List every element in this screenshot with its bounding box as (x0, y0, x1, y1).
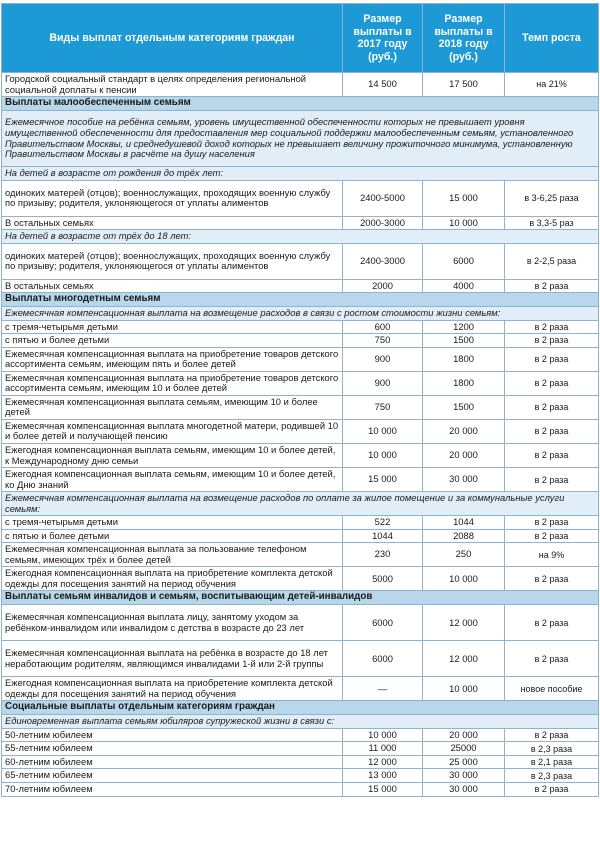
value-2018: 10 000 (423, 216, 505, 230)
row-label: В остальных семьях (2, 216, 343, 230)
value-2017: 6000 (343, 641, 423, 677)
value-2017: 14 500 (343, 73, 423, 97)
row-label: одиноких матерей (отцов); военнослужащих, проходящих военную службу по призыву; родителя, уклоняющегося от уплаты алиментов (2, 180, 343, 216)
value-2018: 10 000 (423, 677, 505, 701)
row-label: Ежемесячная компенсационная выплата семьям, имеющим 10 и более детей (2, 395, 343, 419)
section-header (2, 701, 599, 715)
row-label: 55-летним юбилеем (2, 742, 343, 756)
growth-rate: на 9% (505, 543, 599, 567)
row-label: 65-летним юбилеем (2, 769, 343, 783)
value-2017: 5000 (343, 567, 423, 591)
growth-rate: в 2 раза (505, 728, 599, 742)
subheader-row (2, 111, 599, 167)
growth-rate: в 2 раза (505, 641, 599, 677)
subheader-row (2, 167, 599, 181)
value-2017: 13 000 (343, 769, 423, 783)
value-2017: 230 (343, 543, 423, 567)
value-2017: 10 000 (343, 728, 423, 742)
growth-rate: в 2 раза (505, 419, 599, 443)
value-2018: 25000 (423, 742, 505, 756)
growth-rate: в 2 раза (505, 468, 599, 492)
subheader-row (2, 230, 599, 244)
value-2017: — (343, 677, 423, 701)
value-2017: 2000 (343, 279, 423, 293)
section-header (2, 97, 599, 111)
payments-table (1, 3, 599, 797)
table-row (2, 641, 599, 677)
growth-rate: в 2 раза (505, 279, 599, 293)
growth-rate: в 2,1 раза (505, 755, 599, 769)
row-label: В остальных семьях (2, 279, 343, 293)
value-2018: 4000 (423, 279, 505, 293)
table-row (2, 73, 599, 97)
row-label: одиноких матерей (отцов); военнослужащих, проходящих военную службу по призыву; родителя, уклоняющегося от уплаты алиментов (2, 243, 343, 279)
value-2018: 1044 (423, 516, 505, 530)
value-2018: 30 000 (423, 468, 505, 492)
subheader-text: Ежемесячное пособие на ребёнка семьям, уровень имущественной обеспеченности которых не превышает уровня имущественной обеспеченности для предоставления мер социальной поддержки малообеспеченным семьям, установленного Правительством Москвы, и среднедушевой доход которых не превышает величину прожиточного минимума, установленную Правительством Москвы в расчёте на душу населения (2, 111, 599, 167)
table-row (2, 567, 599, 591)
section-title: Социальные выплаты отдельным категориям граждан (2, 701, 599, 715)
value-2018: 1500 (423, 395, 505, 419)
value-2017: 10 000 (343, 443, 423, 467)
table-row (2, 419, 599, 443)
table-row (2, 468, 599, 492)
table-row (2, 395, 599, 419)
row-label: с пятью и более детьми (2, 334, 343, 348)
table-row (2, 529, 599, 543)
value-2017: 522 (343, 516, 423, 530)
table-row (2, 216, 599, 230)
value-2017: 2400-5000 (343, 180, 423, 216)
table-row (2, 279, 599, 293)
section-title: Выплаты многодетным семьям (2, 293, 599, 307)
subheader-row (2, 492, 599, 516)
value-2018: 6000 (423, 243, 505, 279)
value-2017: 2000-3000 (343, 216, 423, 230)
growth-rate: в 2,3 раза (505, 769, 599, 783)
table-row (2, 516, 599, 530)
value-2017: 600 (343, 320, 423, 334)
table-row (2, 742, 599, 756)
row-label: Ежегодная компенсационная выплата семьям, имеющим 10 и более детей, ко Дню знаний (2, 468, 343, 492)
value-2018: 250 (423, 543, 505, 567)
value-2017: 900 (343, 347, 423, 371)
growth-rate: в 2 раза (505, 320, 599, 334)
row-label: Ежегодная компенсационная выплата семьям, имеющим 10 и более детей, к Международному дню семьи (2, 443, 343, 467)
row-label: 60-летним юбилеем (2, 755, 343, 769)
col-header-type: Виды выплат отдельным категориям граждан (2, 4, 343, 73)
value-2018: 25 000 (423, 755, 505, 769)
table-row (2, 769, 599, 783)
value-2018: 1500 (423, 334, 505, 348)
col-header-2018: Размер выплаты в 2018 году (руб.) (423, 4, 505, 73)
value-2017: 6000 (343, 605, 423, 641)
row-label: Ежегодная компенсационная выплата на приобретение комплекта детской одежды для посещения занятий на период обучения (2, 677, 343, 701)
value-2018: 20 000 (423, 728, 505, 742)
row-label: 70-летним юбилеем (2, 783, 343, 797)
table-header (2, 4, 599, 73)
value-2017: 11 000 (343, 742, 423, 756)
value-2017: 900 (343, 371, 423, 395)
table-row (2, 605, 599, 641)
growth-rate: в 2 раза (505, 516, 599, 530)
value-2018: 12 000 (423, 605, 505, 641)
growth-rate: в 2-2,5 раза (505, 243, 599, 279)
section-title: Выплаты семьям инвалидов и семьям, воспитывающим детей-инвалидов (2, 591, 599, 605)
row-label: Ежемесячная компенсационная выплата лицу, занятому уходом за ребёнком-инвалидом или инвалидом с детства в возрасте до 23 лет (2, 605, 343, 641)
value-2018: 20 000 (423, 419, 505, 443)
table-row (2, 320, 599, 334)
table-row (2, 334, 599, 348)
table-row (2, 783, 599, 797)
row-label: Ежемесячная компенсационная выплата за пользование телефоном семьям, имеющих трёх и более детей (2, 543, 343, 567)
value-2018: 1800 (423, 371, 505, 395)
table-row (2, 180, 599, 216)
section-title: Выплаты малообеспеченным семьям (2, 97, 599, 111)
value-2018: 1200 (423, 320, 505, 334)
subheader-text: На детей в возрасте от трёх до 18 лет: (2, 230, 599, 244)
growth-rate: в 2 раза (505, 395, 599, 419)
growth-rate: в 2 раза (505, 529, 599, 543)
growth-rate: в 2 раза (505, 347, 599, 371)
growth-rate: на 21% (505, 73, 599, 97)
value-2017: 1044 (343, 529, 423, 543)
table-row (2, 371, 599, 395)
value-2018: 2088 (423, 529, 505, 543)
table-row (2, 728, 599, 742)
value-2017: 2400-3000 (343, 243, 423, 279)
growth-rate: новое пособие (505, 677, 599, 701)
row-label: Ежегодная компенсационная выплата на приобретение комплекта детской одежды для посещения занятий на период обучения (2, 567, 343, 591)
value-2018: 12 000 (423, 641, 505, 677)
value-2018: 17 500 (423, 73, 505, 97)
table-row (2, 543, 599, 567)
growth-rate: в 2,3 раза (505, 742, 599, 756)
subheader-text: Ежемесячная компенсационная выплата на возмещение расходов по оплате за жилое помещение и за коммунальные услуги семьям: (2, 492, 599, 516)
value-2018: 15 000 (423, 180, 505, 216)
table-row (2, 677, 599, 701)
value-2017: 15 000 (343, 468, 423, 492)
table-row (2, 243, 599, 279)
value-2017: 750 (343, 395, 423, 419)
value-2017: 15 000 (343, 783, 423, 797)
value-2017: 10 000 (343, 419, 423, 443)
growth-rate: в 2 раза (505, 371, 599, 395)
col-header-growth: Темп роста (505, 4, 599, 73)
value-2018: 20 000 (423, 443, 505, 467)
table-row (2, 443, 599, 467)
growth-rate: в 2 раза (505, 567, 599, 591)
subheader-text: На детей в возрасте от рождения до трёх лет: (2, 167, 599, 181)
subheader-row (2, 307, 599, 321)
growth-rate: в 2 раза (505, 605, 599, 641)
table-row (2, 347, 599, 371)
growth-rate: в 2 раза (505, 783, 599, 797)
table-row (2, 755, 599, 769)
col-header-2017: Размер выплаты в 2017 году (руб.) (343, 4, 423, 73)
section-header (2, 293, 599, 307)
growth-rate: в 2 раза (505, 443, 599, 467)
subheader-text: Ежемесячная компенсационная выплата на возмещение расходов в связи с ростом стоимости жизни семьям: (2, 307, 599, 321)
value-2018: 30 000 (423, 783, 505, 797)
value-2018: 1800 (423, 347, 505, 371)
growth-rate: в 2 раза (505, 334, 599, 348)
section-header (2, 591, 599, 605)
row-label: с тремя-четырьмя детьми (2, 516, 343, 530)
row-label: 50-летним юбилеем (2, 728, 343, 742)
value-2017: 750 (343, 334, 423, 348)
value-2018: 30 000 (423, 769, 505, 783)
growth-rate: в 3-6,25 раза (505, 180, 599, 216)
row-label: Городской социальный стандарт в целях определения региональной социальной доплаты к пенсии (2, 73, 343, 97)
value-2017: 12 000 (343, 755, 423, 769)
row-label: с пятью и более детьми (2, 529, 343, 543)
row-label: Ежемесячная компенсационная выплата многодетной матери, родившей 10 и более детей и получающей пенсию (2, 419, 343, 443)
growth-rate: в 3,3-5 раз (505, 216, 599, 230)
row-label: Ежемесячная компенсационная выплата на приобретение товаров детского ассортимента семьям, имеющим пять и более детей (2, 347, 343, 371)
row-label: Ежемесячная компенсационная выплата на приобретение товаров детского ассортимента семьям, имеющим 10 и более детей (2, 371, 343, 395)
subheader-text: Единовременная выплата семьям юбиляров супружеской жизни в связи с: (2, 715, 599, 729)
subheader-row (2, 715, 599, 729)
row-label: Ежемесячная компенсационная выплата на ребёнка в возрасте до 18 лет неработающим родителям, являющимся инвалидами 1-й или 2-й группы (2, 641, 343, 677)
row-label: с тремя-четырьмя детьми (2, 320, 343, 334)
value-2018: 10 000 (423, 567, 505, 591)
